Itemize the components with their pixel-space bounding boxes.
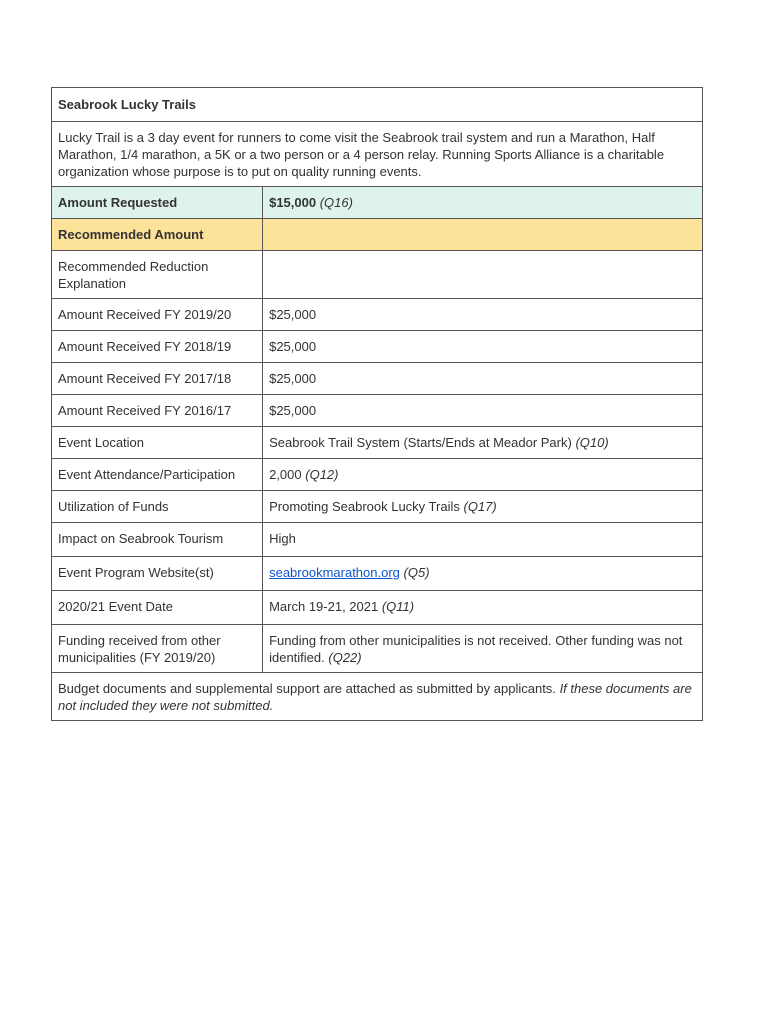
utilization-label: Utilization of Funds (52, 491, 263, 523)
event-date-label: 2020/21 Event Date (52, 591, 263, 625)
event-location-cell (263, 427, 703, 459)
event-description: Lucky Trail is a 3 day event for runners to come visit the Seabrook trail system and run a Marathon, Half Marathon, 1/4 marathon, a 5K or a two person or a 4 person relay. Running Sports Alliance is a charitable organization whose purpose is to put on quality running events. (52, 122, 703, 187)
received-label: Amount Received FY 2017/18 (52, 363, 263, 395)
recommended-amount-row (52, 219, 703, 251)
event-date-value: March 19-21, 2021 (269, 599, 379, 614)
received-row (52, 331, 703, 363)
reduction-explanation-value (263, 251, 703, 299)
footer-note (52, 673, 703, 721)
received-value: $25,000 (263, 331, 703, 363)
received-value: $25,000 (263, 395, 703, 427)
utilization-ref: (Q17) (463, 499, 497, 514)
amount-requested-value: $15,000 (269, 195, 317, 210)
event-date-cell (263, 591, 703, 625)
description-row (52, 122, 703, 187)
amount-requested-row (52, 187, 703, 219)
received-value: $25,000 (263, 299, 703, 331)
funding-other-label: Funding received from other municipalities (FY 2019/20) (52, 625, 263, 673)
footer-text: Budget documents and supplemental support are attached as submitted by applicants. (58, 681, 556, 696)
event-location-row (52, 427, 703, 459)
received-label: Amount Received FY 2019/20 (52, 299, 263, 331)
impact-value: High (263, 523, 703, 557)
funding-other-row (52, 625, 703, 673)
received-row (52, 395, 703, 427)
event-location-label: Event Location (52, 427, 263, 459)
reduction-explanation-label: Recommended Reduction Explanation (52, 251, 263, 299)
footer-italic: If these documents are not included they were not submitted. (58, 681, 692, 713)
received-label: Amount Received FY 2016/17 (52, 395, 263, 427)
received-label: Amount Received FY 2018/19 (52, 331, 263, 363)
footer-row (52, 673, 703, 721)
utilization-row (52, 491, 703, 523)
impact-row (52, 523, 703, 557)
attendance-label: Event Attendance/Participation (52, 459, 263, 491)
website-link[interactable]: seabrookmarathon.org (269, 565, 400, 580)
attendance-row (52, 459, 703, 491)
attendance-cell (263, 459, 703, 491)
amount-requested-label: Amount Requested (52, 187, 263, 219)
website-ref: (Q5) (403, 565, 430, 580)
website-label: Event Program Website(st) (52, 557, 263, 591)
title-row (52, 88, 703, 122)
recommended-amount-value (263, 219, 703, 251)
funding-other-value: Funding from other municipalities is not received. Other funding was not identified. (269, 633, 683, 665)
attendance-value: 2,000 (269, 467, 302, 482)
recommended-amount-label: Recommended Amount (52, 219, 263, 251)
event-location-value: Seabrook Trail System (Starts/Ends at Meador Park) (269, 435, 572, 450)
attendance-ref: (Q12) (305, 467, 339, 482)
amount-requested-ref: (Q16) (319, 195, 353, 210)
received-value: $25,000 (263, 363, 703, 395)
funding-other-ref: (Q22) (328, 650, 362, 665)
event-location-ref: (Q10) (575, 435, 609, 450)
website-row (52, 557, 703, 591)
impact-label: Impact on Seabrook Tourism (52, 523, 263, 557)
received-row (52, 363, 703, 395)
utilization-cell (263, 491, 703, 523)
amount-requested-cell (263, 187, 703, 219)
received-row (52, 299, 703, 331)
event-date-row (52, 591, 703, 625)
grant-summary-table (51, 87, 703, 721)
utilization-value: Promoting Seabrook Lucky Trails (269, 499, 460, 514)
event-date-ref: (Q11) (381, 599, 415, 614)
funding-other-cell (263, 625, 703, 673)
website-cell (263, 557, 703, 591)
reduction-explanation-row (52, 251, 703, 299)
event-title: Seabrook Lucky Trails (52, 88, 703, 122)
